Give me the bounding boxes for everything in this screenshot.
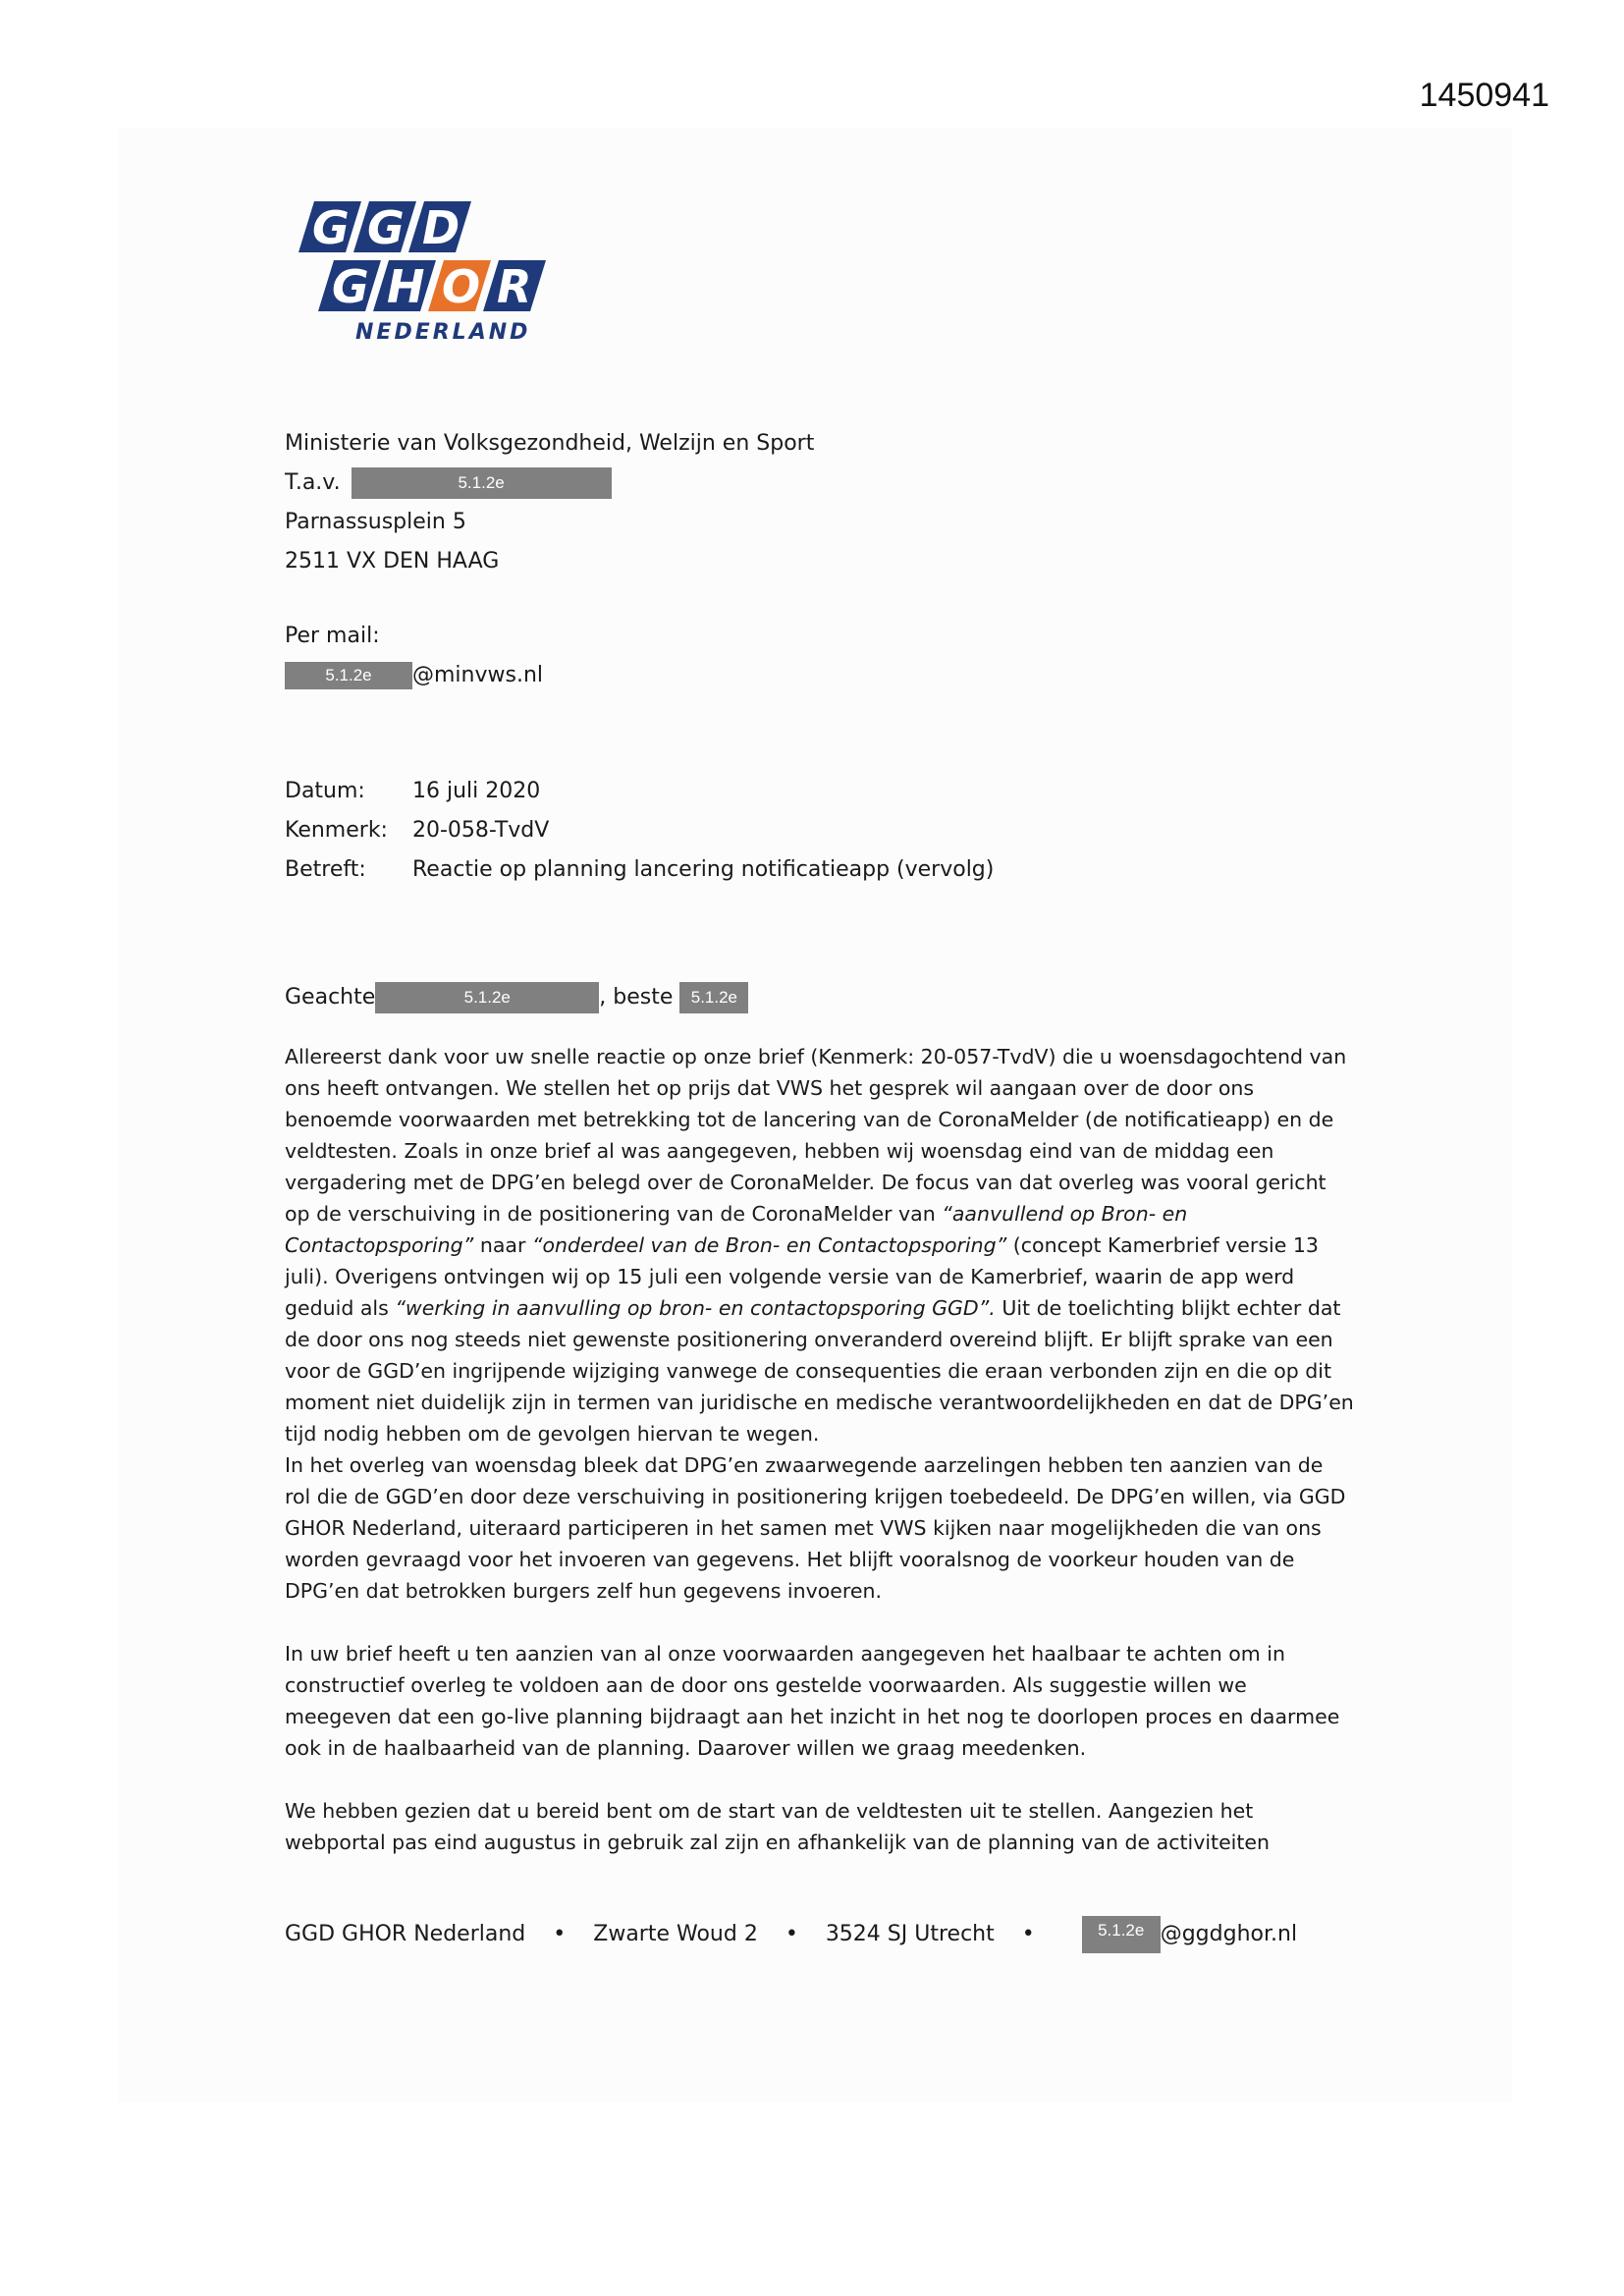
letter-meta: [285, 772, 994, 890]
svg-text:R: R: [497, 260, 532, 313]
recipient-city: 2511 VX DEN HAAG: [285, 549, 500, 574]
footer-separator: •: [553, 1922, 567, 1946]
tav-label: T.a.v.: [285, 470, 341, 495]
footer-separator: •: [1021, 1922, 1035, 1946]
ref-value: 20-058-TvdV: [412, 818, 550, 843]
ggd-ghor-logo: [295, 201, 560, 349]
redaction-box: 5.1.2e: [679, 982, 748, 1013]
logo-row-ggd: [298, 201, 471, 254]
salutation-start: Geachte: [285, 985, 376, 1010]
svg-text:G: G: [312, 201, 350, 254]
logo-row-ghor: [318, 260, 546, 313]
mail-domain: @minvws.nl: [412, 663, 544, 687]
redaction-box: 5.1.2e: [285, 662, 412, 689]
mail-label: Per mail:: [285, 624, 380, 648]
recipient-address: [285, 424, 814, 581]
ref-label: Kenmerk:: [285, 818, 388, 843]
redaction-box: 5.1.2e: [1082, 1916, 1161, 1953]
letter-footer: [285, 1915, 1297, 1954]
subject-label: Betreft:: [285, 857, 366, 882]
svg-text:O: O: [442, 260, 481, 313]
body-paragraph-2: In uw brief heeft u ten aanzien van al onze voorwaarden aangegeven het haalbaar te achten om in constructief overleg te voldoen aan de door ons gestelde voorwaarden. Als suggestie willen we meegeven dat een go-live planning bijdraagt aan het inzicht in het nog te doorlopen proces en daarmee ook in de haalbaarheid van de planning. Daarover willen we graag meedenken.: [285, 1642, 1340, 1760]
mail-address: [285, 656, 543, 695]
svg-text:G: G: [367, 201, 405, 254]
date-label: Datum:: [285, 779, 365, 803]
date-value: 16 juli 2020: [412, 779, 541, 803]
redaction-box: 5.1.2e: [352, 467, 612, 499]
salutation: [285, 978, 748, 1017]
svg-text:NEDERLAND: NEDERLAND: [355, 320, 531, 345]
meta-ref-row: [285, 811, 994, 850]
footer-org: GGD GHOR Nederland: [285, 1922, 526, 1946]
salutation-middle: , beste: [599, 985, 674, 1010]
redaction-box: 5.1.2e: [375, 982, 599, 1013]
subject-value: Reactie op planning lancering notificatieapp (vervolg): [412, 857, 995, 882]
footer-separator: •: [785, 1922, 798, 1946]
svg-text:G: G: [332, 260, 369, 313]
mail-block: [285, 617, 543, 695]
footer-email-domain: @ggdghor.nl: [1160, 1922, 1298, 1946]
body-paragraph-3: We hebben gezien dat u bereid bent om de start van de veldtesten uit te stellen. Aangezien het webportal pas eind augustus in gebruik zal zijn en afhankelijk van de planning van de activiteiten: [285, 1799, 1271, 1854]
recipient-org: Ministerie van Volksgezondheid, Welzijn en Sport: [285, 431, 815, 456]
footer-city: 3524 SJ Utrecht: [825, 1922, 995, 1946]
svg-text:D: D: [422, 201, 460, 254]
svg-text:H: H: [387, 260, 425, 313]
body-paragraph-1: Allereerst dank voor uw snelle reactie op onze brief (Kenmerk: 20-057-TvdV) die u woensdagochtend van ons heeft ontvangen. We stellen het op prijs dat VWS het gesprek wil aangaan over de door ons benoemde voorwaarden met betrekking tot de lancering van de CoronaMelder (de notificatieapp) en de veldtesten. Zoals in onze brief al was aangegeven, hebben wij woensdag eind van de middag een vergadering met de DPG’en belegd over de CoronaMelder. De focus van dat overleg was vooral gericht op de verschuiving in de positionering van de CoronaMelder van “aanvullend op Bron- en Contactopsporing” naar “onderdeel van de Bron- en Contactopsporing” (concept Kamerbrief versie 13 juli). Overigens ontvingen wij op 15 juli een volgende versie van de Kamerbrief, waarin de app werd geduid als “werking in aanvulling op bron- en contactopsporing GGD”. Uit de toelichting blijkt echter dat de door ons nog steeds niet gewenste positionering onveranderd overeind blijft. Er blijft sprake van een voor de GGD’en ingrijpende wijziging vanwege de consequenties die eraan verbonden zijn en die op dit moment niet duidelijk zijn in termen van juridische en medische verantwoordelijkheden en dat de DPG’en tijd nodig hebben om de gevolgen hiervan te wegen. In het overleg van woensdag bleek dat DPG’en zwaarwegende aarzelingen hebben ten aanzien van de rol die de GGD’en door deze verschuiving in positionering krijgen toebedeeld. De DPG’en willen, via GGD GHOR Nederland, uiteraard participeren in het samen met VWS kijken naar mogelijkheden die van ons worden gevraagd voor het invoeren van gegevens. Het blijft vooralsnog de voorkeur houden van de DPG’en dat betrokken burgers zelf hun gegevens invoeren.: [285, 1045, 1354, 1603]
document-id: 1450941: [1419, 77, 1549, 114]
letter-body: [285, 1041, 1355, 1889]
recipient-tav: [285, 464, 814, 503]
recipient-street: Parnassusplein 5: [285, 510, 466, 534]
meta-subject-row: [285, 850, 994, 890]
meta-date-row: [285, 772, 994, 811]
footer-street: Zwarte Woud 2: [593, 1922, 758, 1946]
